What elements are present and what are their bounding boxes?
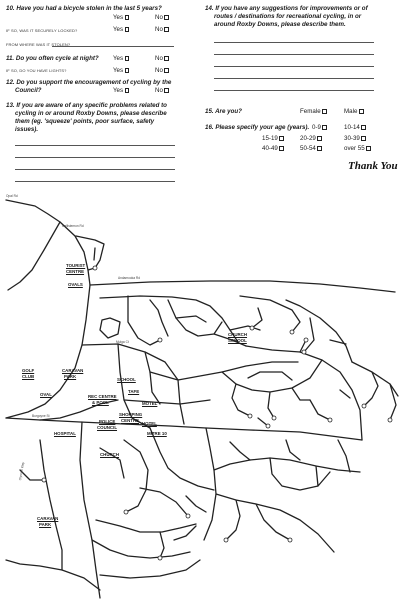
street-label-opal: Opal Rd bbox=[6, 194, 18, 198]
q13-line2: cycling in or around Roxby Downs, please describe bbox=[15, 110, 167, 117]
road bbox=[214, 458, 360, 472]
cul-de-sac bbox=[93, 266, 97, 270]
road bbox=[82, 344, 178, 380]
road bbox=[226, 500, 240, 540]
map-label-motel: MOTEL bbox=[142, 401, 158, 406]
age-option[interactable]: 40-49 bbox=[262, 145, 284, 152]
cul-de-sac bbox=[248, 414, 252, 418]
cul-de-sac bbox=[224, 538, 228, 542]
map-label-tourist: TOURIST bbox=[66, 263, 86, 268]
road bbox=[364, 372, 378, 406]
road bbox=[92, 540, 190, 558]
q11-no-option[interactable]: No bbox=[155, 55, 169, 62]
road bbox=[186, 496, 206, 512]
map-label-church-school: CHURCH bbox=[228, 332, 248, 337]
q16-text: 16. Please specify your age (years). bbox=[205, 124, 310, 131]
road bbox=[124, 400, 210, 404]
road bbox=[178, 362, 298, 380]
map-label-tafe: TAFE bbox=[128, 389, 140, 394]
road bbox=[338, 440, 350, 472]
street-label-andamooka: Andamooka Rd bbox=[118, 276, 140, 280]
map-label-hotel: HOTEL bbox=[142, 421, 157, 426]
road bbox=[124, 440, 148, 512]
map-label-caravan-park: PARK bbox=[64, 374, 77, 379]
road bbox=[340, 390, 350, 398]
map-label-centre: CENTRE bbox=[66, 269, 85, 274]
q11-yes-option[interactable]: Yes bbox=[113, 55, 129, 62]
cul-de-sac bbox=[158, 556, 162, 560]
map-label-pool: & POOL bbox=[92, 400, 109, 405]
map-label-rec-centre: REC CENTRE bbox=[88, 394, 117, 399]
age-option[interactable]: 0-9 bbox=[312, 124, 327, 131]
road bbox=[140, 488, 188, 516]
road bbox=[160, 532, 164, 558]
map-label-police: POLICE bbox=[99, 419, 116, 424]
map-label-church-school-2: SCHOOL bbox=[228, 338, 247, 343]
road bbox=[286, 440, 300, 460]
road bbox=[286, 300, 352, 362]
q13-line3: them (eg. 'squeeze' points, poor surface, safety bbox=[15, 118, 155, 125]
road bbox=[6, 560, 100, 590]
road bbox=[304, 318, 314, 352]
road bbox=[150, 300, 168, 336]
cul-de-sac bbox=[266, 424, 270, 428]
q10-sub-no-option[interactable]: No bbox=[155, 26, 169, 33]
q10-yes-option[interactable]: Yes bbox=[113, 14, 129, 21]
map-label-shopping-centre: CENTRE bbox=[121, 418, 140, 423]
map-label-mitre10: MITRE 10 bbox=[147, 431, 167, 436]
road bbox=[40, 440, 62, 570]
q11-sub: IF SO, DO YOU HAVE LIGHTS? bbox=[6, 68, 67, 73]
q15-text: 15. Are you? bbox=[205, 108, 242, 115]
road bbox=[145, 352, 160, 404]
q14-line2: routes / destinations for recreational cycling, in or bbox=[214, 13, 362, 20]
road bbox=[96, 520, 196, 532]
map-label-caravan: CARAVAN bbox=[62, 368, 84, 373]
age-option[interactable]: 30-39 bbox=[344, 135, 366, 142]
q14-line3: around Roxby Downs, please describe them. bbox=[214, 21, 346, 28]
q10-sub-yes-option[interactable]: Yes bbox=[113, 26, 129, 33]
road bbox=[230, 326, 260, 330]
cul-de-sac bbox=[158, 338, 162, 342]
q13-line4: issues). bbox=[15, 126, 39, 133]
cul-de-sac bbox=[124, 510, 128, 514]
q12-line1: 12. Do you support the encouragement of cycling by the bbox=[6, 79, 172, 86]
age-option[interactable]: over 55 bbox=[344, 145, 371, 152]
q11-text: 11. Do you often cycle at night? bbox=[6, 55, 99, 62]
road bbox=[268, 392, 274, 418]
road bbox=[80, 422, 100, 598]
cul-de-sac bbox=[290, 330, 294, 334]
road bbox=[6, 285, 90, 418]
road bbox=[90, 281, 395, 292]
age-option[interactable]: 15-19 bbox=[262, 135, 284, 142]
cul-de-sac bbox=[362, 404, 366, 408]
cul-de-sac bbox=[304, 338, 308, 342]
road bbox=[204, 428, 216, 540]
street-label-olympic: Olympic Way bbox=[18, 461, 26, 481]
road bbox=[8, 222, 60, 290]
q13-line1: 13. If you are aware of any specific problems related to bbox=[6, 102, 167, 109]
map-label-golf: GOLF bbox=[22, 368, 35, 373]
map-label-oval: OVAL bbox=[40, 392, 52, 397]
street-label-burgoyne: Burgoyne St bbox=[32, 414, 50, 418]
age-option[interactable]: 20-29 bbox=[300, 135, 322, 142]
thank-you-text: Thank You bbox=[348, 160, 398, 172]
cul-de-sac bbox=[250, 326, 254, 330]
road bbox=[176, 316, 206, 322]
q12-no-option[interactable]: No bbox=[155, 87, 169, 94]
age-option[interactable]: 50-54 bbox=[300, 145, 322, 152]
street-label-mulga: Mulga Ct bbox=[116, 340, 129, 344]
road bbox=[128, 296, 160, 345]
cul-de-sac bbox=[388, 418, 392, 422]
cul-de-sac bbox=[186, 514, 190, 518]
road bbox=[100, 318, 120, 338]
road bbox=[292, 388, 310, 400]
q10-text: 10. Have you had a bicycle stolen in the last 5 years? bbox=[6, 5, 162, 12]
road bbox=[100, 560, 200, 578]
male-option[interactable]: Male bbox=[344, 108, 364, 115]
female-option[interactable]: Female bbox=[300, 108, 327, 115]
map-label-caravan-2: CARAVAN bbox=[37, 516, 59, 521]
q10-sub1: IF SO, WAS IT SECURELY LOCKED? bbox=[6, 28, 78, 33]
q14-line1: 14. If you have any suggestions for improvements or of bbox=[205, 5, 368, 12]
road bbox=[252, 308, 262, 328]
age-option[interactable]: 10-14 bbox=[344, 124, 366, 131]
cul-de-sac bbox=[272, 416, 276, 420]
road bbox=[150, 428, 214, 490]
map-label-caravan-park-2: PARK bbox=[39, 522, 52, 527]
cul-de-sac bbox=[302, 350, 306, 354]
map-label-church: CHURCH bbox=[100, 452, 120, 457]
q10-no-option[interactable]: No bbox=[155, 14, 169, 21]
cul-de-sac bbox=[328, 418, 332, 422]
road bbox=[20, 470, 44, 480]
cul-de-sac bbox=[42, 478, 46, 482]
cul-de-sac-ends bbox=[42, 266, 392, 560]
map-label-school: SCHOOL bbox=[117, 377, 136, 382]
road bbox=[310, 400, 330, 420]
q10-sub2: FROM WHERE WAS IT STOLEN? bbox=[6, 42, 71, 47]
map-label-hospital: HOSPITAL bbox=[54, 431, 76, 436]
q12-yes-option[interactable]: Yes bbox=[113, 87, 129, 94]
road bbox=[94, 248, 95, 260]
map-label-golf-club: CLUB bbox=[22, 374, 35, 379]
road bbox=[216, 494, 334, 552]
q11-sub-no-option[interactable]: No bbox=[155, 67, 169, 74]
road bbox=[316, 466, 318, 486]
map-label-ovals: OVALS bbox=[68, 282, 83, 287]
street-label-callistemon: Callistemon Rd bbox=[62, 224, 84, 228]
road bbox=[222, 360, 322, 392]
road bbox=[230, 442, 250, 460]
road bbox=[248, 372, 292, 380]
map-label-shopping: SHOPPING bbox=[119, 412, 143, 417]
map-label-council: COUNCIL bbox=[97, 425, 118, 430]
q11-sub-yes-option[interactable]: Yes bbox=[113, 67, 129, 74]
q12-line2: Council? bbox=[15, 87, 42, 94]
road bbox=[256, 504, 290, 540]
cul-de-sac bbox=[288, 538, 292, 542]
